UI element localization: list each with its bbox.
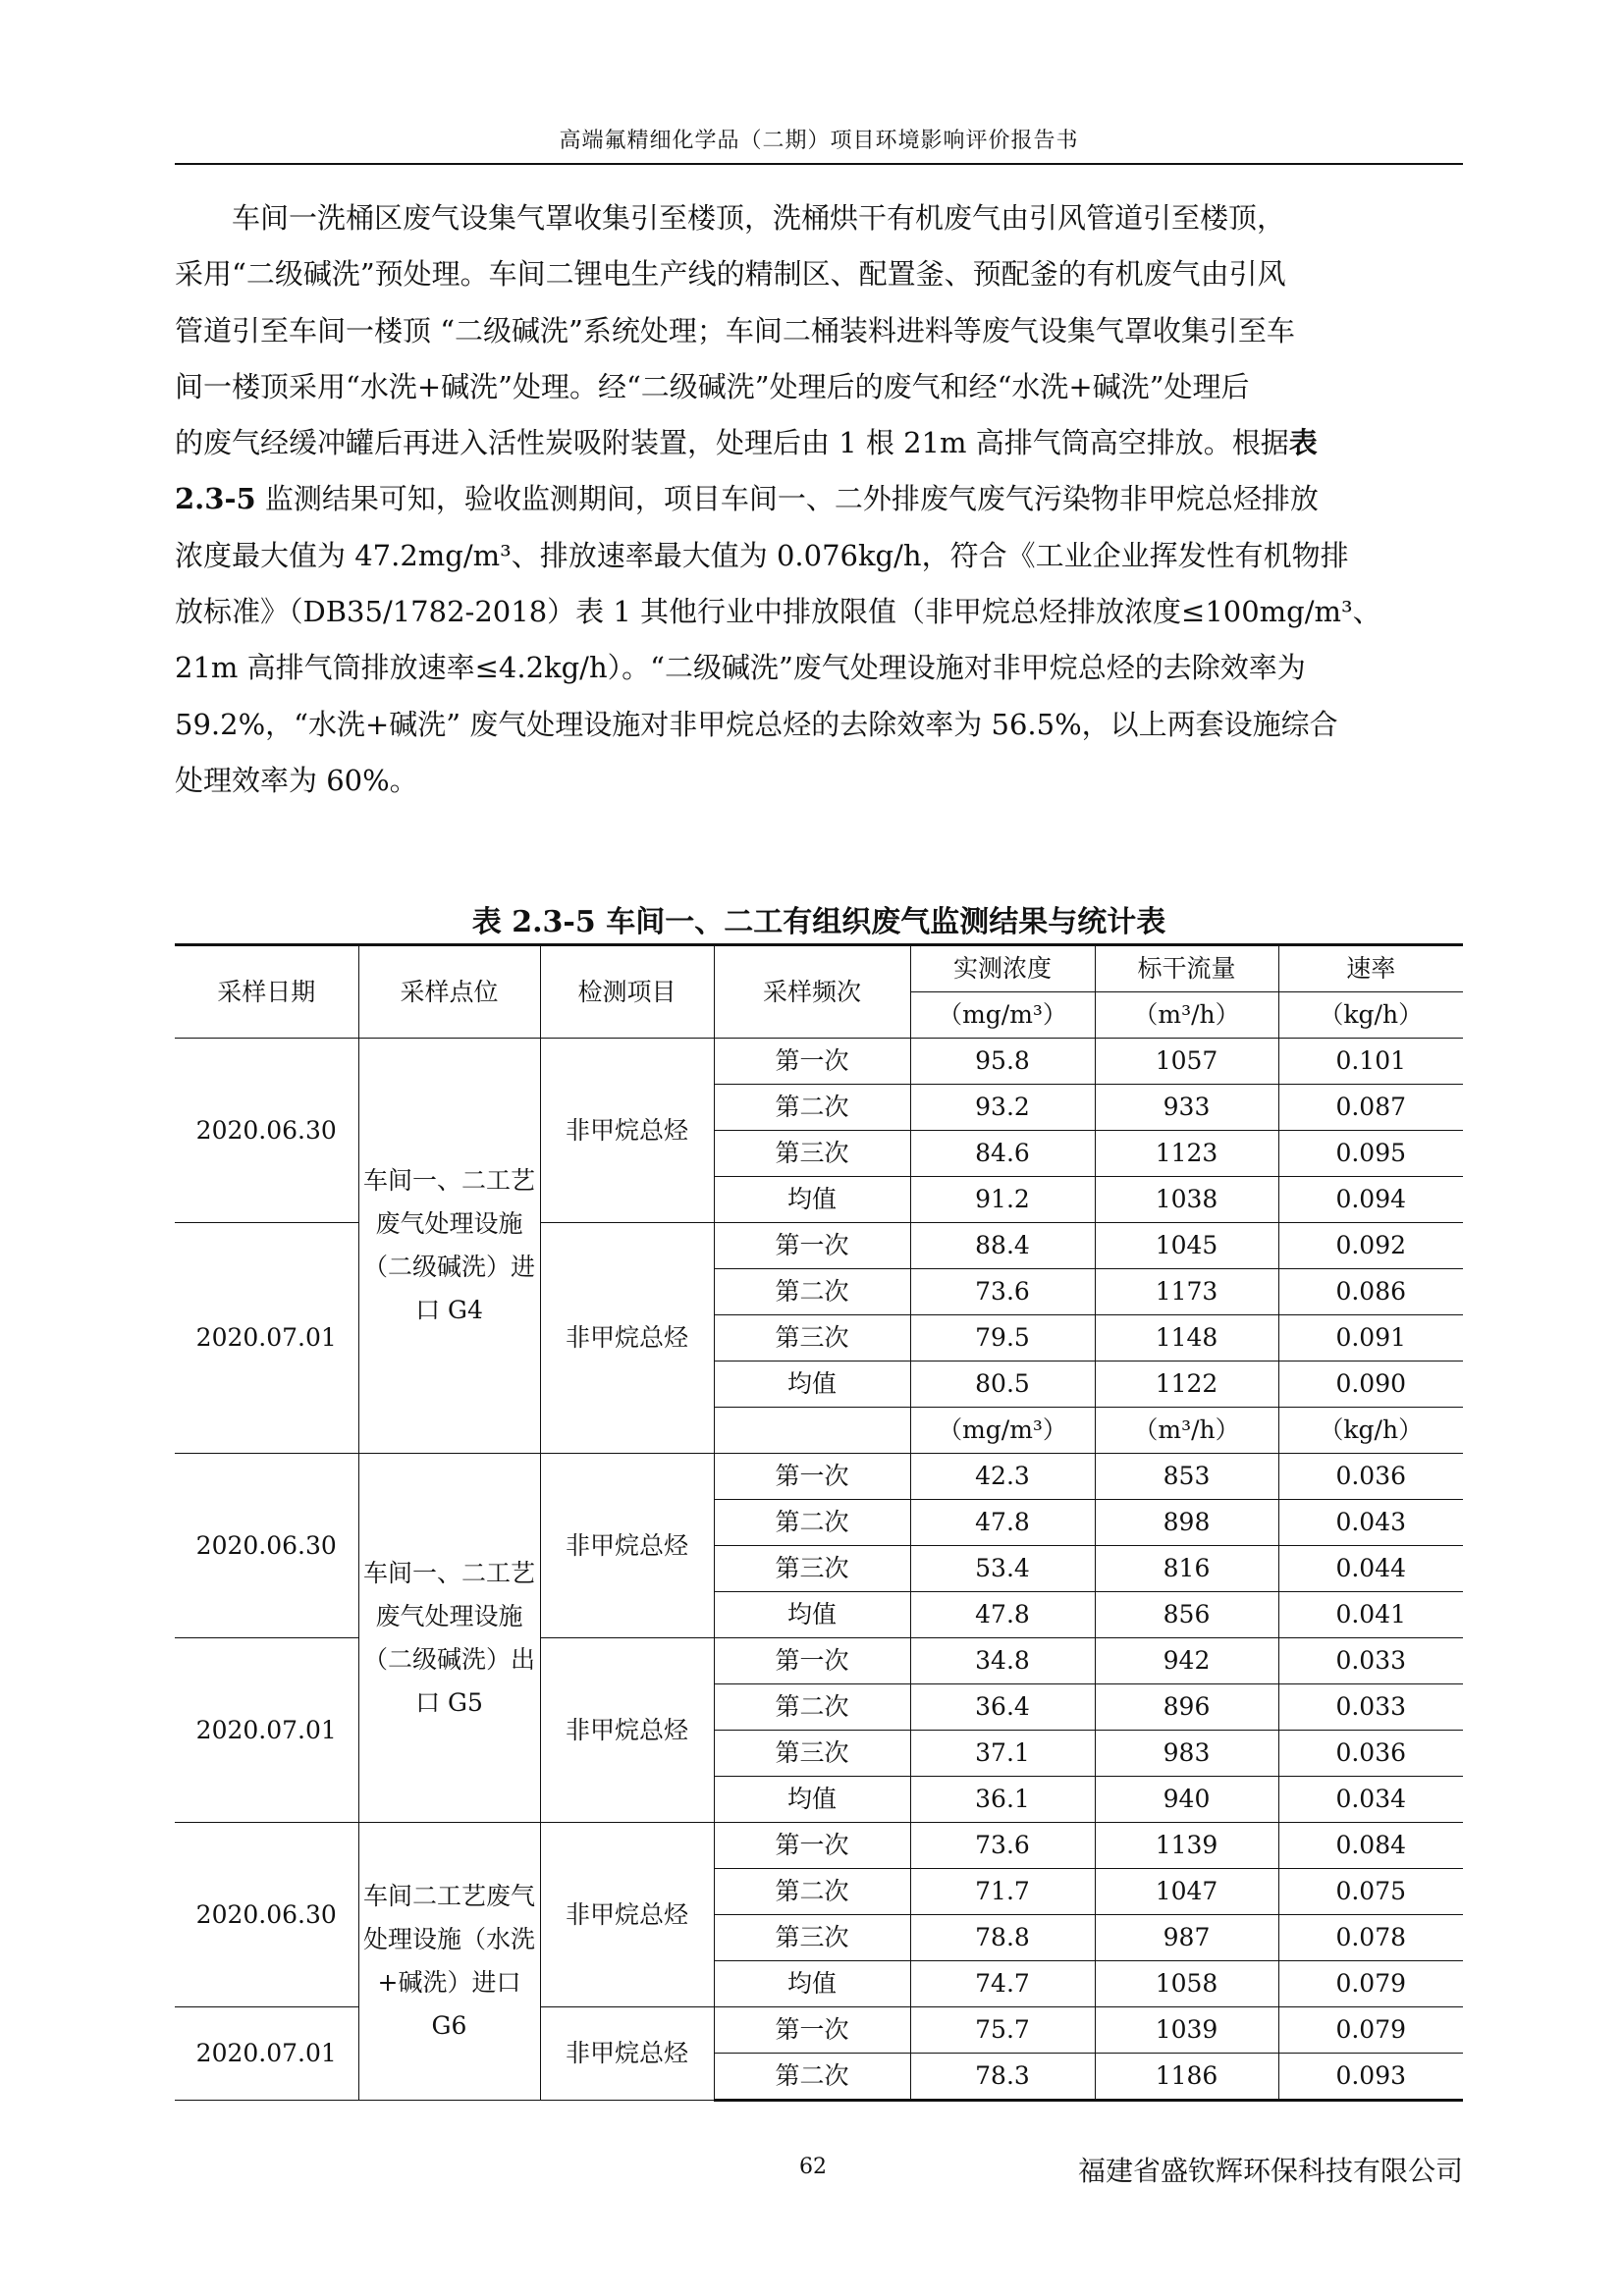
body-paragraph	[175, 190, 1463, 809]
cell-rate: 0.041	[1278, 1592, 1463, 1638]
cell-concentration: 42.3	[910, 1454, 1095, 1500]
cell-frequency: 第一次	[714, 2007, 910, 2054]
cell-frequency: 第二次	[714, 1269, 910, 1315]
cell-rate: 0.093	[1278, 2054, 1463, 2101]
cell-frequency: 第一次	[714, 1223, 910, 1269]
table-row	[175, 1039, 1463, 1085]
cell-rate: 0.044	[1278, 1546, 1463, 1592]
cell-rate: 0.033	[1278, 1684, 1463, 1731]
unit-flow: （m³/h）	[1095, 992, 1278, 1039]
cell-flow: 1047	[1095, 1869, 1278, 1915]
header-freq: 采样频次	[714, 945, 910, 1039]
cell-concentration: 88.4	[910, 1223, 1095, 1269]
cell-frequency: 均值	[714, 1777, 910, 1823]
cell-frequency: 第一次	[714, 1454, 910, 1500]
cell-flow: 856	[1095, 1592, 1278, 1638]
cell-concentration: 93.2	[910, 1085, 1095, 1131]
table-reference: 表	[1288, 426, 1318, 460]
cell-flow: 896	[1095, 1684, 1278, 1731]
header-item: 检测项目	[540, 945, 714, 1039]
cell-flow: 1122	[1095, 1362, 1278, 1408]
table-header-row	[175, 945, 1463, 992]
cell-concentration: 74.7	[910, 1961, 1095, 2007]
cell-date: 2020.07.01	[175, 1638, 358, 1823]
body-line-text: 的废气经缓冲罐后再进入活性炭吸附装置，处理后由 1 根 21m 高排气筒高空排放。根据	[175, 426, 1289, 460]
cell-frequency: 第一次	[714, 1039, 910, 1085]
body-line: 59.2%，“水洗+碱洗” 废气处理设施对非甲烷总烃的去除效率为 56.5%，以上两套设施综合	[175, 707, 1338, 741]
cell-point: 车间一、二工艺废气处理设施（二级碱洗）出口 G5	[358, 1454, 540, 1823]
cell-point: 车间二工艺废气处理设施（水洗+碱洗）进口 G6	[358, 1823, 540, 2101]
cell-flow: 1045	[1095, 1223, 1278, 1269]
cell-item: 非甲烷总烃	[540, 1223, 714, 1454]
cell-frequency: 第二次	[714, 1500, 910, 1546]
cell-frequency: 第二次	[714, 2054, 910, 2101]
cell-item: 非甲烷总烃	[540, 1454, 714, 1638]
cell-concentration: 73.6	[910, 1269, 1095, 1315]
cell-flow: 816	[1095, 1546, 1278, 1592]
cell-item: 非甲烷总烃	[540, 1823, 714, 2007]
cell-flow: 1058	[1095, 1961, 1278, 2007]
cell-rate: 0.090	[1278, 1362, 1463, 1408]
cell-rate: 0.092	[1278, 1223, 1463, 1269]
cell-flow: 853	[1095, 1454, 1278, 1500]
monitoring-table	[175, 943, 1463, 2102]
cell-frequency: 第三次	[714, 1315, 910, 1362]
cell-flow: 898	[1095, 1500, 1278, 1546]
cell-rate: 0.036	[1278, 1731, 1463, 1777]
cell-concentration: 80.5	[910, 1362, 1095, 1408]
cell-concentration: 36.1	[910, 1777, 1095, 1823]
cell-concentration: 47.8	[910, 1592, 1095, 1638]
table-row	[175, 1823, 1463, 1869]
cell-flow: 1186	[1095, 2054, 1278, 2101]
header-rate: 速率	[1278, 945, 1463, 992]
cell-concentration: 78.3	[910, 2054, 1095, 2101]
cell-concentration: 34.8	[910, 1638, 1095, 1684]
cell-concentration: 37.1	[910, 1731, 1095, 1777]
body-line-text: 监测结果可知，验收监测期间，项目车间一、二外排废气废气污染物非甲烷总烃排放	[264, 482, 1319, 516]
header-date: 采样日期	[175, 945, 358, 1039]
body-line: 21m 高排气筒排放速率≤4.2kg/h）。“二级碱洗”废气处理设施对非甲烷总烃的去除效率为	[175, 651, 1306, 685]
cell-frequency: 第三次	[714, 1546, 910, 1592]
cell-flow: 940	[1095, 1777, 1278, 1823]
page-number: 62	[799, 2155, 827, 2179]
cell-flow: 933	[1095, 1085, 1278, 1131]
cell-concentration: 91.2	[910, 1177, 1095, 1223]
cell-flow: 1139	[1095, 1823, 1278, 1869]
unit-rate: （kg/h）	[1278, 992, 1463, 1039]
header-flow: 标干流量	[1095, 945, 1278, 992]
cell-concentration: 47.8	[910, 1500, 1095, 1546]
unit-conc: （mg/m³）	[910, 992, 1095, 1039]
cell-flow: 1123	[1095, 1131, 1278, 1177]
cell-rate: 0.078	[1278, 1915, 1463, 1961]
cell-frequency	[714, 1408, 910, 1454]
body-line: 间一楼顶采用“水洗+碱洗”处理。经“二级碱洗”处理后的废气和经“水洗+碱洗”处理后	[175, 369, 1250, 403]
cell-concentration: 78.8	[910, 1915, 1095, 1961]
cell-frequency: 第二次	[714, 1684, 910, 1731]
cell-rate: 0.036	[1278, 1454, 1463, 1500]
body-line: 浓度最大值为 47.2mg/m³、排放速率最大值为 0.076kg/h，符合《工业企业挥发性有机物排	[175, 538, 1349, 572]
cell-frequency: 第一次	[714, 1638, 910, 1684]
cell-rate: 0.043	[1278, 1500, 1463, 1546]
cell-concentration: 53.4	[910, 1546, 1095, 1592]
cell-frequency: 均值	[714, 1177, 910, 1223]
unit-conc: （mg/m³）	[910, 1408, 1095, 1454]
cell-frequency: 第三次	[714, 1915, 910, 1961]
cell-concentration: 75.7	[910, 2007, 1095, 2054]
cell-flow: 1039	[1095, 2007, 1278, 2054]
cell-concentration: 36.4	[910, 1684, 1095, 1731]
cell-date: 2020.07.01	[175, 1223, 358, 1454]
cell-rate: 0.034	[1278, 1777, 1463, 1823]
cell-rate: 0.087	[1278, 1085, 1463, 1131]
cell-frequency: 均值	[714, 1362, 910, 1408]
footer-organization: 福建省盛钦辉环保科技有限公司	[1077, 2155, 1463, 2187]
page-header: 高端氟精细化学品（二期）项目环境影响评价报告书	[559, 129, 1079, 153]
unit-flow: （m³/h）	[1095, 1408, 1278, 1454]
body-line	[175, 471, 1463, 527]
table-row	[175, 1454, 1463, 1500]
body-line: 放标准》（DB35/1782-2018）表 1 其他行业中排放限值（非甲烷总烃排放浓度≤100mg/m³、	[175, 595, 1381, 629]
cell-concentration: 95.8	[910, 1039, 1095, 1085]
cell-rate: 0.033	[1278, 1638, 1463, 1684]
cell-point: 车间一、二工艺废气处理设施（二级碱洗）进口 G4	[358, 1039, 540, 1454]
header-point: 采样点位	[358, 945, 540, 1039]
cell-frequency: 第三次	[714, 1131, 910, 1177]
cell-item: 非甲烷总烃	[540, 2007, 714, 2101]
cell-date: 2020.06.30	[175, 1454, 358, 1638]
cell-rate: 0.075	[1278, 1869, 1463, 1915]
cell-date: 2020.06.30	[175, 1823, 358, 2007]
header-rule	[175, 163, 1463, 165]
cell-frequency: 第二次	[714, 1085, 910, 1131]
cell-rate: 0.101	[1278, 1039, 1463, 1085]
cell-concentration: 84.6	[910, 1131, 1095, 1177]
body-line: 车间一洗桶区废气设集气罩收集引至楼顶，洗桶烘干有机废气由引风管道引至楼顶，	[232, 201, 1286, 235]
cell-concentration: 79.5	[910, 1315, 1095, 1362]
cell-flow: 1148	[1095, 1315, 1278, 1362]
cell-rate: 0.079	[1278, 1961, 1463, 2007]
cell-flow: 987	[1095, 1915, 1278, 1961]
header-conc: 实测浓度	[910, 945, 1095, 992]
cell-flow: 942	[1095, 1638, 1278, 1684]
body-line: 管道引至车间一楼顶 “二级碱洗”系统处理；车间二桶装料进料等废气设集气罩收集引至车	[175, 313, 1295, 347]
cell-rate: 0.086	[1278, 1269, 1463, 1315]
cell-item: 非甲烷总烃	[540, 1039, 714, 1223]
cell-flow: 1057	[1095, 1039, 1278, 1085]
table-reference: 2.3-5	[175, 482, 256, 516]
body-line: 采用“二级碱洗”预处理。车间二锂电生产线的精制区、配置釜、预配釜的有机废气由引风	[175, 257, 1286, 292]
cell-flow: 1038	[1095, 1177, 1278, 1223]
cell-rate: 0.095	[1278, 1131, 1463, 1177]
cell-rate: 0.084	[1278, 1823, 1463, 1869]
cell-rate: 0.079	[1278, 2007, 1463, 2054]
cell-flow: 1173	[1095, 1269, 1278, 1315]
cell-frequency: 均值	[714, 1592, 910, 1638]
unit-rate: （kg/h）	[1278, 1408, 1463, 1454]
cell-frequency: 第一次	[714, 1823, 910, 1869]
body-line: 处理效率为 60%。	[175, 763, 418, 797]
cell-date: 2020.07.01	[175, 2007, 358, 2101]
cell-rate: 0.094	[1278, 1177, 1463, 1223]
cell-item: 非甲烷总烃	[540, 1638, 714, 1823]
cell-frequency: 均值	[714, 1961, 910, 2007]
cell-concentration: 73.6	[910, 1823, 1095, 1869]
cell-frequency: 第二次	[714, 1869, 910, 1915]
cell-flow: 983	[1095, 1731, 1278, 1777]
body-line	[175, 415, 1463, 471]
cell-date: 2020.06.30	[175, 1039, 358, 1223]
cell-rate: 0.091	[1278, 1315, 1463, 1362]
cell-concentration: 71.7	[910, 1869, 1095, 1915]
cell-frequency: 第三次	[714, 1731, 910, 1777]
table-caption: 表 2.3-5 车间一、二工有组织废气监测结果与统计表	[471, 905, 1166, 939]
